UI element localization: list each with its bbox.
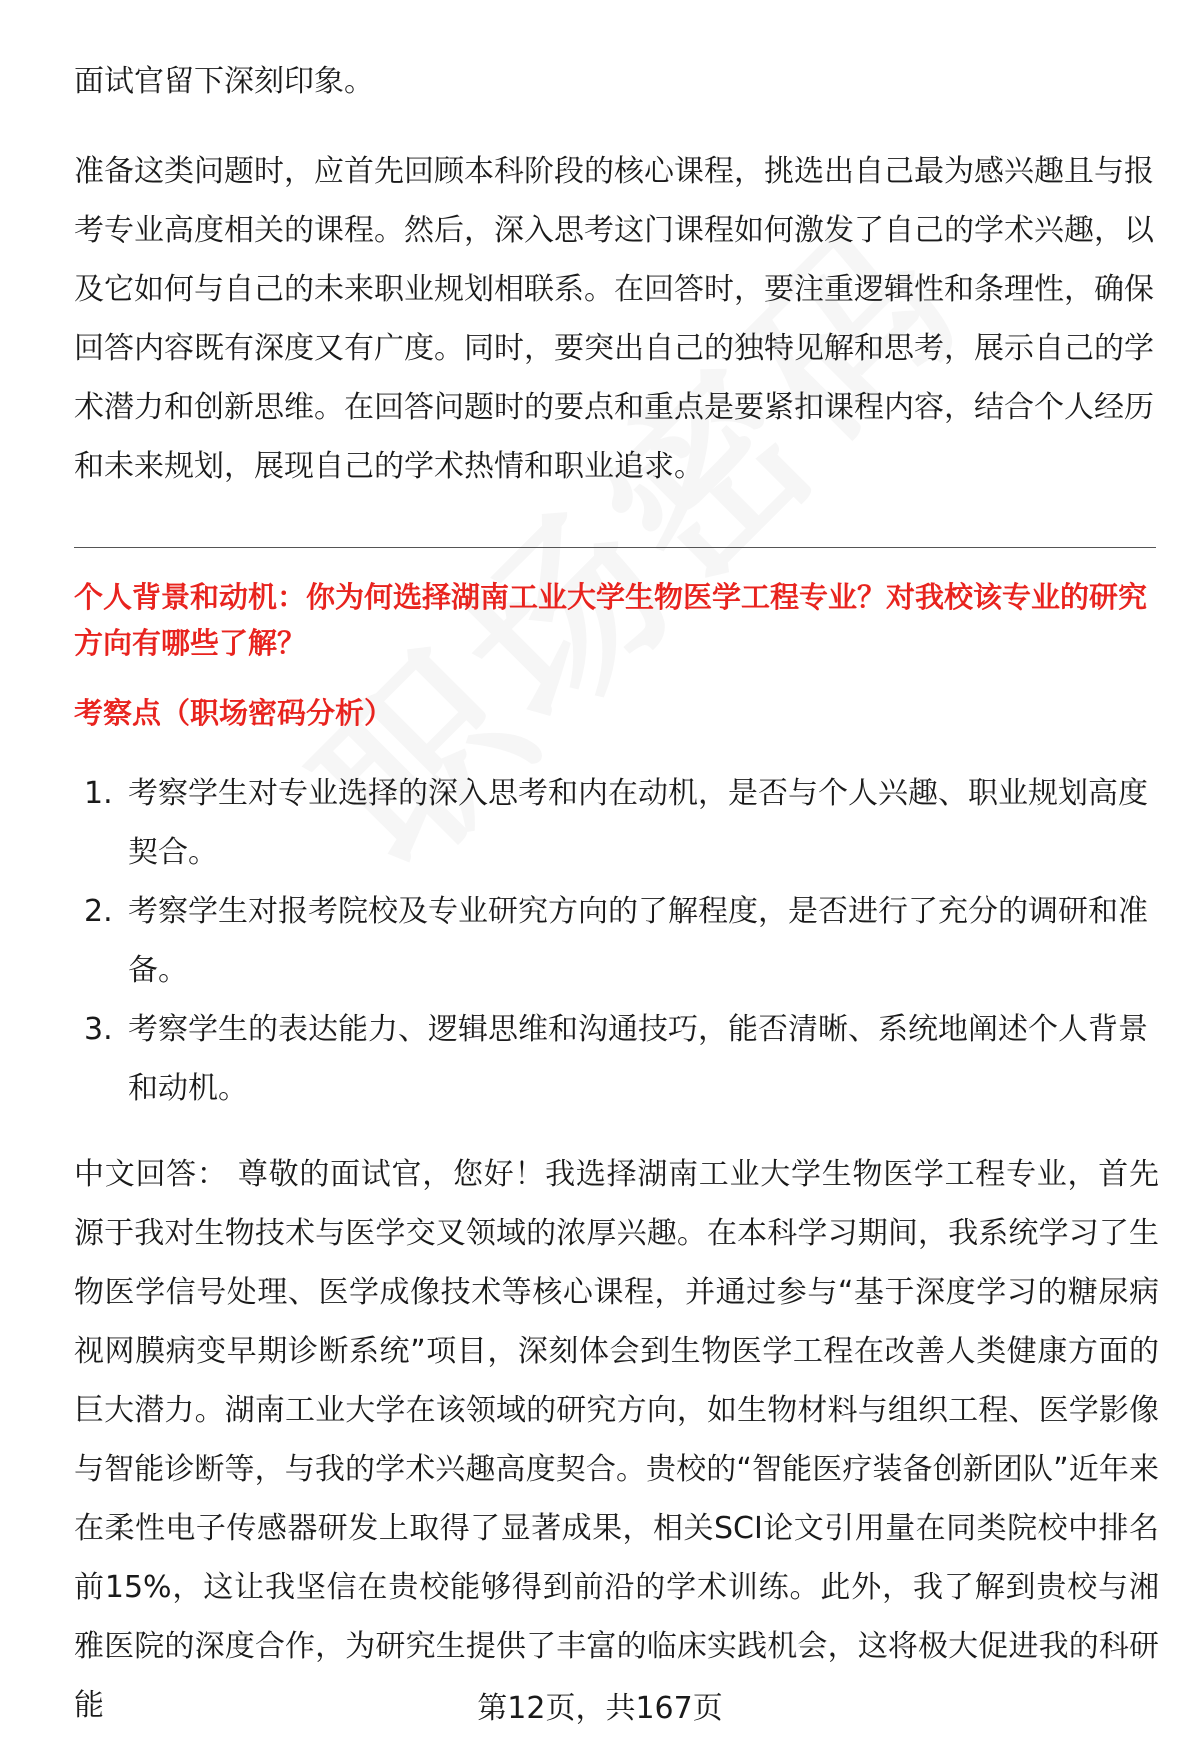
answer-paragraph: 中文回答： 尊敬的面试官，您好！我选择湖南工业大学生物医学工程专业，首先源于我对生物技术与医学交叉领域的浓厚兴趣。在本科学习期间，我系统学习了生物医学信号处理、医学成像技术等核心课程，并通过参与“基于深度学习的糖尿病视网膜病变早期诊断系统”项目，深刻体会到生物医学工程在改善人类健康方面的巨大潜力。湖南工业大学在该领域的研究方向，如生物材料与组织工程、医学影像与智能诊断等，与我的学术兴趣高度契合。贵校的“智能医疗装备创新团队”近年来在柔性电子传感器研发上取得了显著成果，相关SCI论文引用量在同类院校中排名前15%，这让我坚信在贵校能够得到前沿的学术训练。此外，我了解到贵校与湘雅医院的深度合作，为研究生提供了丰富的临床实践机会，这将极大促进我的科研能 (74, 1157, 1159, 1723)
list-item-text: 考察学生对报考院校及专业研究方向的了解程度，是否进行了充分的调研和准备。 (128, 894, 1148, 988)
list-item (74, 764, 1154, 882)
question-heading: 个人背景和动机：你为何选择湖南工业大学生物医学工程专业？对我校该专业的研究方向有哪些了解？ (74, 580, 1148, 660)
list-item-number: 2. (84, 894, 113, 929)
list-item (74, 882, 1154, 1000)
list-item-text: 考察学生的表达能力、逻辑思维和沟通技巧，能否清晰、系统地阐述个人背景和动机。 (128, 1012, 1148, 1106)
assessment-points-list (74, 764, 1154, 1118)
assessment-heading: 考察点（职场密码分析） (74, 696, 394, 730)
prep-paragraph: 准备这类问题时，应首先回顾本科阶段的核心课程，挑选出自己最为感兴趣且与报考专业高度相关的课程。然后，深入思考这门课程如何激发了自己的学术兴趣，以及它如何与自己的未来职业规划相联系。在回答时，要注重逻辑性和条理性，确保回答内容既有深度又有广度。同时，要突出自己的独特见解和思考，展示自己的学术潜力和创新思维。在回答问题时的要点和重点是要紧扣课程内容，结合个人经历和未来规划，展现自己的学术热情和职业追求。 (74, 154, 1154, 484)
intro-text: 面试官留下深刻印象。 (74, 64, 374, 99)
section-divider (74, 547, 1156, 548)
list-item-number: 1. (84, 776, 113, 811)
list-item-number: 3. (84, 1012, 113, 1047)
list-item (74, 1000, 1154, 1118)
page-number-footer: 第12页，共167页 (477, 1691, 723, 1726)
list-item-text: 考察学生对专业选择的深入思考和内在动机，是否与个人兴趣、职业规划高度契合。 (128, 776, 1148, 870)
